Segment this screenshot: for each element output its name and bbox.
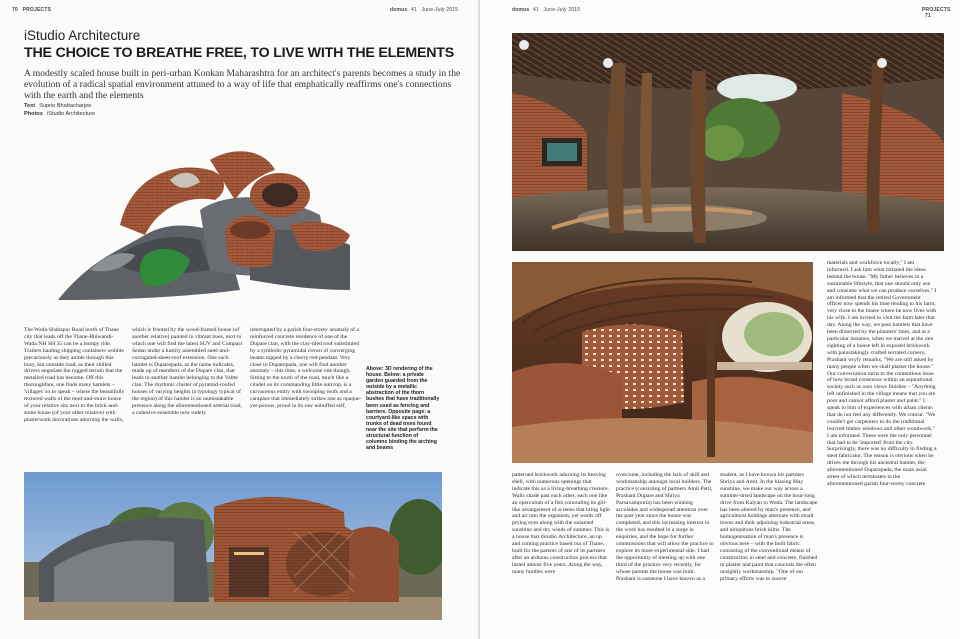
body-column-1: The Wada-Shahapur Road north of Thane city that leads off the Thane-Bhiwandi-Wada NH SH 35 can be a bumpy ride. Trailers hauling shipping containers wobble precariously as they amble through this busy, but unmade road, as their skilled drivers negotiate the rugged terrain that the metalled road has become. Off this thoroughfare, one finds many hamlets – 'villages' so to speak – where the beautifully textured walls of the mud-and-straw house of your relative sits next to the brick-and-stone house (of your other relative) with plasterwork decorations adorning the walls,	[24, 327, 125, 423]
credits	[24, 103, 95, 118]
house-3d-rendering	[50, 140, 360, 310]
body-column-5: patterned brickwork adorning its heaving shell, with numerous openings that indicate this as a living-breathing creature. Walls shade past each other, each one like an operculum of a fish concealing its gill-like arrangement of screens that bring light and air into the organism, yet wards off prying eyes along with the untamed sunshine and dry winds of summer. This is a house that iStudio Architecture, an up and coming practice based out of Thane, built for the parents of one of its partners after an arduous construction process that lasted almost five years. Along the way, many hurdles were	[512, 472, 610, 575]
right-folio	[922, 7, 960, 19]
left-folio-magazine-name: domus	[390, 7, 408, 13]
house-exterior-photo	[24, 472, 442, 620]
standfirst: A modestly scaled house built in peri-urban Konkan Maharashtra for an architect's parents becomes a study in the evolution of a radical spatial environment attuned to a way of life that emphatically reaffirms one's connections with the earth and the elements	[24, 68, 461, 101]
credit-photos-label: Photos	[24, 110, 43, 117]
left-folio-number: 70	[12, 7, 18, 13]
left-folio-section: PROJECTS	[22, 7, 52, 13]
credit-text-label: Text	[24, 103, 36, 109]
right-folio-magazine-name: domus	[512, 7, 530, 13]
courtyard-photo	[512, 33, 944, 251]
body-column-2: which is fronted by the wood-framed house (of another relative) painted in vibrant hues, next to which one will find the latest SUV and Compact Sedan under a hastily assembled steel-and-corrugated-sheet-roof extension. One such hamlet is Duparepada, as the name indicates, made up of members of the Dupare clan, that leads to another hamlet belonging to the Valtte clan. The rhythmic cluster of pyramid-roofed houses of varying heights (a typology typical of the region) of this hamlet is an unmistakable presence along the aforementioned arterial road, a cohesive ensemble now rudely	[132, 327, 243, 416]
left-folio-issue: 41	[410, 7, 417, 13]
headline: THE CHOICE TO BREATHE FREE, TO LIVE WITH THE ELEMENTS	[24, 45, 455, 61]
right-page	[480, 0, 960, 639]
body-column-7: student, as I have known his partners Shriya and Amit. In the blazing May sunshine, we make our way across a summer-dried landscape on the hour-long drive from Kalyan to Wada. The landscape has been altered by man's presence, and agricultural holdings alternate with small towns and their adjoining industrial areas, and ubiquitous brick kilns. The homogenisation of man's presence is obvious here – with the built fabric consisting of the conventional means of construction in steel and concrete, finished in plaster and paint that conceals the often unsightly workmanship. "One of our primary efforts was to source	[720, 472, 818, 582]
image-caption: Above: 3D rendering of the house. Below: a private garden guarded from the outside by a metallic abstraction of the thorn bushes that have traditionally been used as fencing and barriers. Opposite page: a courtyard-like space with trunks of dead trees found near the site that perform the structural function of columns binding the arching and beams	[366, 366, 440, 452]
right-folio-magazine	[512, 7, 580, 13]
credit-text-value: Suprio Bhattacharjee	[39, 103, 92, 109]
left-folio-magazine	[390, 7, 458, 13]
right-folio-number: 71	[925, 13, 931, 19]
body-column-4: materials and workforce locally," I am informed. I ask him what initiated the ideas behind the house. "My father believes in a sustainable lifestyle, that one should only use and consume what we can produce ourselves," I am informed that the retired Government officer now spends his time tending to his farm, very close to the house where he now lives with his wife. I am invited to visit the farm later that day. Along the way, we pass hamlets that have been dissected by the planners' lines, and at a particular instance, when we marvel at the rare sighting of a house left in exposed brickwork with painstakingly crafted serrated corners, Prashant wryly remarks, "We are still asked by many people when we shall plaster the house." Our conversation turns to the contentious issue of how broad consensus within an aspirational society such as ours views finishes – "Anything left unfinished in the village means that you are poor and cannot afford plaster and paint." I speak to him of experiences with urban clients that do not feel any differently. We concur. "We couldn't get carpenters to do the traditional louvred timber windows and other woodwork," I am informed. These were the only personnel that had to be 'imported' from the city. Surprisingly, there was no difficulty in finding a steel fabricator. The reason is obvious when he drives me through his ancestral hamlet, the aforementioned Duparepada, the main axial street of which terminates in the aforementioned garish four-storey concrete	[827, 260, 937, 487]
interior-photo	[512, 262, 813, 463]
body-column-3: interrupted by a garish four-storey anomaly of a reinforced concrete residence of one of the Dupare clan, with the clay-tiled roof substituted by a symbolic pyramidal crown of converging beams topped by a cherry-red pendant. Very close to Duparepada, one will find another anomaly – this time, a welcome one though. Sitting to the north of the road, much like a citadel on its commanding little outcrop, is a curvaceous entity with swooping roofs and a carapace that immediately strikes one as opaque-yet-porous, proud in its raw unbuffed self,	[250, 327, 362, 409]
credit-photos-value: iStudio Architecture	[46, 110, 96, 117]
left-folio	[12, 7, 51, 13]
right-folio-issue: 41	[532, 7, 539, 13]
section-title: iStudio Architecture	[24, 28, 141, 43]
right-folio-date: June-July 2015	[543, 7, 581, 13]
left-folio-date: June-July 2015	[421, 7, 459, 13]
body-column-6: overcome, including the lack of skill and workmanship amongst local builders. The practice (consisting of partners Amit Patil, Prashant Dupare and Shriya Parsavampuria) has been winning accolades and widespread attention over the past year since the house was completed, and this increasing interest in the work has resulted in a surge in enquiries, and the hope for further commissions that will allow the practice to explore its more experimental side. I had the opportunity of meeting up with one third of the practice very recently, for whose parents the house was built. Prashant is someone I have known as a	[616, 472, 714, 582]
right-folio-section: PROJECTS	[922, 7, 951, 13]
